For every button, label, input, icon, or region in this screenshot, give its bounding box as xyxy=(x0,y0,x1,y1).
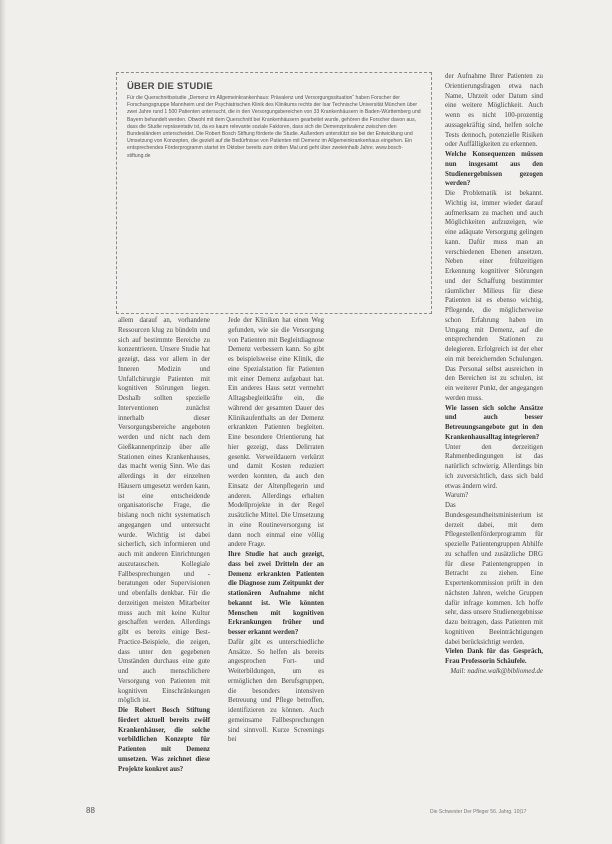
body-paragraph: Die Problematik ist bekannt. Wichtig ist, immer wieder darauf aufmerksam zu machen und auch Möglichkeiten aufzuzeigen, wie eine adäquate Versorgung gelingen kann. Dafür muss man an verschiedenen Ebenen ansetzen. Neben einer frühzeitigen Erkennung kognitiver Störungen und der Schaffung bestimmter räumlicher Milieus für diese Patienten ist es ebenso wichtig, Pflegende, die möglicherweise schon Erfahrung haben im Umgang mit Demenz, auf die entsprechenden Stationen zu delegieren. Erfolgreich ist der eher ein mit bereichernden Schulungen. Das Personal selbst ausreichen in den Bereichen ist zu schulen, ist ein weiterer Punkt, der angegangen werden muss. xyxy=(445,190,543,402)
author-signature: Mail: nadine.walk@bibliomed.de xyxy=(450,667,543,675)
body-paragraph: Warum? xyxy=(445,492,469,500)
info-box xyxy=(116,72,432,314)
question-paragraph: Ihre Studie hat auch gezeigt, dass bei zwei Dritteln der an Demenz erkrankten Patienten die Diagnose zum Zeitpunkt der stationären Aufnahme nicht bekannt ist. Wie könnten Menschen mit kognitiven Erkrankungen früher und besser erkannt werden? xyxy=(228,551,324,636)
text-column-1 xyxy=(118,316,210,774)
body-paragraph: Unter den derzeitigen Rahmenbedingungen ist das natürlich schwierig. Allerdings bin ich zuversichtlich, dass sich bald etwas ändern wird. xyxy=(445,443,543,490)
info-box-body: Für die Querschnittsstudie „Demenz im Allgemeinkrankenhaus: Prävalenz und Versorgungssituation“ haben Forscher der Forschungsgruppe Mannheim und der Psychiatrischen Klinik des Klinikums rechts der Isar Technische Universität München über zwei Jahre rund 1 500 Patienten untersucht, die in den Versorgungsbereichen von 33 Krankenhäusern in Baden-Württemberg und Bayern behandelt werden. Obwohl mit dem Querschnitt bei Krankenhäusern gearbeitet wurde, gehören die Forscher davon aus, dass die Studie repräsentativ ist, da es kaum relevante soziale Faktoren, dass sich die Demenzprävalenz zwischen den Bundesländern unterscheidet. Die Robert Bosch Stiftung förderte die Studie. Außerdem unterstützt sie bei der Entwicklung und Umsetzung von Konzepten, die gezielt auf die Bedürfnisse von Patienten mit Demenz im Allgemeinkrankenhaus eingehen. Ein entsprechendes Förderprogramm startet im Oktober bereits zum dritten Mal und geht über zweieinhalb Jahre. www.bosch-stiftung.de xyxy=(127,95,421,159)
text-column-3 xyxy=(445,72,543,677)
page-number: 88 xyxy=(86,806,95,815)
question-paragraph: Die Robert Bosch Stiftung fördert aktuell bereits zwölf Krankenhäuser, die solche vorbildlichen Konzepte für Patienten mit Demenz umsetzen. Was zeichnet diese Projekte konkret aus? xyxy=(118,707,210,773)
body-paragraph: Jede der Kliniken hat einen Weg gefunden, wie sie die Versorgung von Patienten mit Begleitdiagnose Demenz verbessern kann. So gibt es beispielsweise eine Klinik, die eine Spezialstation für Patienten mit einer Demenz aufgebaut hat. Ein anderes Haus setzt vermehrt Alltagsbegleitkräfte ein, die während der gesamten Dauer des Klinikaufenthalts an der Demenz erkrankten Patienten begleiten. Eine besondere Orientierung hat hier gezeigt, dass Delirraten gesenkt. Verweildauern verkürzt und damit Kosten reduziert werden konnten, da auch den Einsatz der Altenpflegerin und anderen. Allerdings erhalten Modellprojekte in der Regel zusätzliche Mittel. Die Umsetzung in eine Routineversorgung ist dann noch einmal eine völlig andere Frage. xyxy=(228,317,324,549)
question-paragraph: Welche Konsequenzen müssen nun insgesamt aus den Studienergebnissen gezogen werden? xyxy=(445,151,543,188)
body-paragraph: der Aufnahme Ihrer Patienten zu Orientierungsfragen etwa nach Name, Uhrzeit oder Datum sind eine weitere Möglichkeit. Auch wenn es nicht 100-prozentig aussagekräftig sind, helfen solche Tests dennoch, potenzielle Risiken oder Auffälligkeiten zu erkennen. xyxy=(445,73,543,149)
text-column-2 xyxy=(228,316,324,745)
body-paragraph: Das Bundesgesundheitsministerium ist derzeit dabei, mit dem Pflegestellenförderprogramm für spezielle Patientengruppen Abhilfe zu schaffen und zusätzliche DRG für diese Patientengruppen in Betracht zu ziehen. Eine Expertenkommission prüft in den nächsten Jahren, welche Gruppen dafür infrage kommen. Ich hoffe sehr, dass unsere Studienergebnisse dazu beitragen, dass Patienten mit kognitiven Beeinträchtigungen dabei berücksichtigt werden. xyxy=(445,502,543,646)
info-box-title: ÜBER DIE STUDIE xyxy=(127,81,213,92)
page-edge-shadow xyxy=(0,0,6,844)
running-footer: Die Schwester Der Pfleger 56. Jahrg. 10|17 xyxy=(430,809,527,815)
body-paragraph: Dafür gibt es unterschiedliche Ansätze. So helfen als bereits angesprochen Fort- und Weiterbildungen, um es ermöglichen den Berufsgruppen, die besonders intensiven Betreuung und Pflege betroffen, identifizieren zu können. Auch gemeinsame Fallbesprechungen sind sinnvoll. Kurze Screenings bei xyxy=(228,638,324,744)
question-paragraph: Wie lassen sich solche Ansätze und auch besser Betreuungsangebote gut in den Krankenhausalltag integrieren? xyxy=(445,404,543,441)
body-paragraph: allem darauf an, vorhandene Ressourcen klug zu bündeln und sich auf bestimmte Bereiche zu konzentrieren. Unsere Studie hat gezeigt, dass vor allem in der Inneren Medizin und Unfallchirurgie Patienten mit kognitiven Störungen liegen. Deshalb sollten spezielle Interventionen zunächst innerhalb dieser Versorgungsbereiche angeboten werden und nicht nach dem Gießkannenprinzip über alle Stationen eines Krankenhauses, das macht wenig Sinn. Wie das allerdings in der einzelnen Häusern umgesetzt werden kann, ist eine entscheidende organisatorische Frage, die bislang noch nicht systematisch angegangen und untersucht wurde. Wichtig ist dabei sicherlich, sich informieren und auch mit anderen Einrichtungen auszutauschen. Kollegiale Fallbesprechungen und -beratungen oder Supervisionen und ebenfalls denkbar. Für die derzeitigen meisten Mitarbeiter muss auch mit keine Kultur geschaffen werden. Allerdings gibt es bereits einige Best-Practice-Beispiele, die zeigen, dass unter den gegebenen Umständen durchaus eine gute und auch menschlichere Versorgung von Patienten mit kognitiven Einschränkungen möglich ist. xyxy=(118,317,210,705)
question-paragraph: Vielen Dank für das Gespräch, Frau Professorin Schäufele. xyxy=(445,648,543,665)
